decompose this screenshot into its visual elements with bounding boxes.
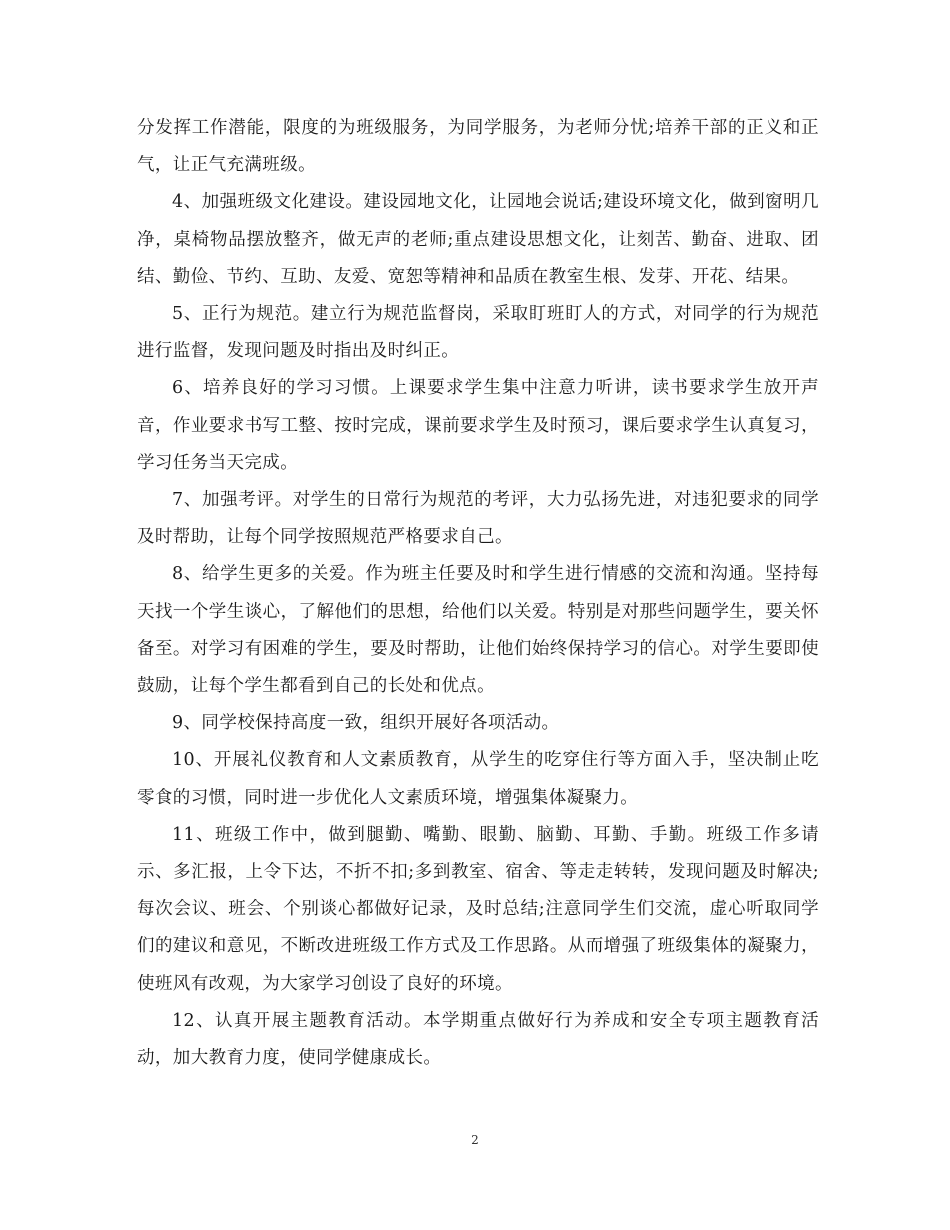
paragraph-item-11: 11、班级工作中，做到腿勤、嘴勤、眼勤、脑勤、耳勤、手勤。班级工作多请示、多汇报，上令下达，不折不扣;多到教室、宿舍、等走走转转，发现问题及时解决;每次会议、班会、个别谈心都做好记录，及时总结;注意同学生们交流，虚心听取同学们的建议和意见，不断改进班级工作方式及工作思路。从而增强了班级集体的凝聚力，使班风有改观，为大家学习创设了良好的环境。 — [137, 824, 819, 994]
paragraph-item-4: 4、加强班级文化建设。建设园地文化，让园地会说话;建设环境文化，做到窗明几净，桌椅物品摆放整齐，做无声的老师;重点建设思想文化，让刻苦、勤奋、进取、团结、勤俭、节约、互助、友爱、宽恕等精神和品质在教室生根、发芽、开花、结果。 — [137, 192, 819, 287]
paragraph-item-10: 10、开展礼仪教育和人文素质教育，从学生的吃穿住行等方面入手，坚决制止吃零食的习惯，同时进一步优化人文素质环境，增强集体凝聚力。 — [137, 750, 819, 808]
paragraph-continued: 分发挥工作潜能，限度的为班级服务，为同学服务，为老师分忧;培养干部的正义和正气，让正气充满班级。 — [137, 118, 819, 176]
paragraph-item-6: 6、培养良好的学习习惯。上课要求学生集中注意力听讲，读书要求学生放开声音，作业要求书写工整、按时完成，课前要求学生及时预习，课后要求学生认真复习，学习任务当天完成。 — [137, 378, 819, 473]
paragraph-item-12: 12、认真开展主题教育活动。本学期重点做好行为养成和安全专项主题教育活动，加大教育力度，使同学健康成长。 — [137, 1010, 819, 1069]
paragraph-item-7: 7、加强考评。对学生的日常行为规范的考评，大力弘扬先进，对违犯要求的同学及时帮助，让每个同学按照规范严格要求自己。 — [137, 490, 819, 548]
page-number: 2 — [471, 1133, 479, 1147]
paragraph-item-9: 9、同学校保持高度一致，组织开展好各项活动。 — [172, 713, 560, 734]
paragraph-item-8: 8、给学生更多的关爱。作为班主任要及时和学生进行情感的交流和沟通。坚持每天找一个学生谈心，了解他们的思想，给他们以关爱。特别是对那些问题学生，要关怀备至。对学习有困难的学生，要及时帮助，让他们始终保持学习的信心。对学生要即使鼓励，让每个学生都看到自己的长处和优点。 — [137, 564, 819, 697]
paragraph-item-5: 5、正行为规范。建立行为规范监督岗，采取盯班盯人的方式，对同学的行为规范进行监督，发现问题及时指出及时纠正。 — [137, 304, 819, 362]
document-body — [137, 110, 819, 1077]
